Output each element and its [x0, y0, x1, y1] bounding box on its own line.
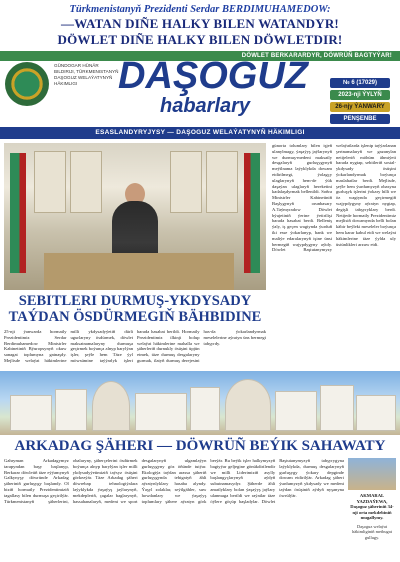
author-photo [348, 458, 396, 490]
issue-info [330, 78, 392, 126]
story2-sidebar [348, 458, 396, 540]
newspaper-title: DAŞOGUZ [118, 55, 308, 97]
flag-left [10, 153, 26, 273]
building [92, 381, 130, 431]
arkadag-city-photo [0, 371, 400, 435]
story2-headline: ARKADAG ŞÄHERI — DÖWRÜÑ BEÝIK SAHAWATY [14, 438, 386, 454]
building [356, 395, 396, 431]
building [320, 385, 354, 431]
state-emblem-icon [5, 62, 49, 106]
issue-number: № 6 (17029) [330, 78, 390, 88]
story1-body: 25-nji ýanwarda hormatly Prezidentimiz Serdar Berdimuhamedow Ministrler Kabinetiniň Býuropsynyň okuw sanagat toplumyna gatnaşdy. Mejlisde welaýat häkimlerine milli ykdysadyýetiň dürli ugurlaryny ösdürmek, döwlet maksatnamalaryny durmuşa geçirmek boýunça alnyp barylýan işler, şeýle hem Täze ýyl möwsümine taýýarlyk işleri barada hasabat berildi. Hormatly Prezidentimiz ilkinji bolup welaýat häkimlerine mahalla we şäherleriň durnukly ösüşini üpjün etmek, täze durmuş desgalaryny gurmak, ilatyň durmuş derejesini has-da ýokarlandyrmak meselelerine aýratyn üns bermegi tabşyrdy. [4, 329, 266, 363]
building [10, 395, 52, 431]
slogan-top: Türkmenistanyň Prezidenti Serdar BERDIMUHAMEDOW: [69, 4, 331, 15]
issue-year: 2023-nji ÝYLYŇ [330, 90, 390, 100]
wall-panel [70, 151, 102, 213]
author-caption: AKMARAL YAZDAÝEWA, Daşoguz şäheriniň 34-nji orta mekdebiniň mugallymy. [350, 493, 394, 521]
building [275, 391, 317, 431]
main-photo [4, 143, 266, 290]
slogan-line-2: DÖWLET DIÑE HALKY BILEN DÖWLETDIR! [57, 32, 343, 47]
story1-right-column: günorta tolumlary bilen işjeň ulanylmagy, ýaşaýyş jaýlarynyň we durmuş-medeni maksatly desgalaryň gurluşygynyň meýilnama laýyklykda dowam etdirilmegi, ýolagçy ulaglarynyň hem-de ýük daşaýan ulaglaryň hereketini kadalaşdyrmak bellenildi. Soňra Ministrler Kabinetiniň Başlygynyň orunbasary A.Taýmyradow Döwlet býujetiniň ýerine ýetirilişi barada hasabat berdi. Belleniş ýaly, iş geçen wagtynda ýurduň iki esse ýokarlanyp, bank we maliýe edaralarynyň işine ünsi bermegiň wajypdygyny aýtdy. Döwlet Baştutanymyzy welaýatlarda işlenip taýýarlanan şertnamalaryň we gazanylan netijeleriň möhüm ähmiýeti barada nygtap, sebitleriň sosial-ykdysady ösüşini ýokarlandyrmak boýunça maslahatlar berdi. Mejlisde, şeýle hem ýurdumyzyň obasyna gurluşyk işlerini ýokary hilli we öz wagtynda geçirmegiň wajypdygyny aýratyn nygtap, degişli tabşyryklary berdi. Netijede hormatly Prezidentimiz mejlisiň dowamynda belli bolan käbir beýleki meseleler boýunça hem karar kabul etdi we welaýat häkimlerine täze ýylda uly üstünlikleri arzuw etdi. [272, 143, 396, 253]
story1-headline: SEBITLERI DURMUŞ-YKDYSADY TAÝDAN ÖSDÜRMEGIŇ BÄHBIDINE [8, 293, 262, 325]
press-service-note: Daşoguz welaýat häkimliginiň metbugat gullugy. [352, 523, 392, 540]
founder-motto: ESASLANDYRYJYSY — DAŞOGUZ WELAÝATYNYŇ HÄKIMLIGI [0, 127, 400, 139]
building [55, 389, 87, 431]
building [190, 387, 220, 431]
newspaper-subtitle: habarlary [160, 95, 251, 117]
issue-date: 26-njy ÝANWARY [330, 102, 390, 112]
wall-panel [206, 151, 238, 213]
building [135, 393, 187, 431]
issue-weekday: PENŞENBE [330, 114, 390, 124]
slogan-line-1: —WATAN DIÑE HALKY BILEN WATANDYR! [61, 16, 339, 31]
wall-panel [34, 151, 66, 213]
strip-text: DÖWLET BERKARARDYR, DÖWRÜÑ BAGTYÝAR! [241, 53, 392, 59]
building [225, 379, 271, 431]
desk [44, 253, 234, 290]
story2-body: Gahryman Arkadagymyz tarapyndan başy başlanyp, Berkarar döwletiň täze eýýamynyň Galkynyşy döwründe Arkadag şäheriniň gurluşygy başlandy. Ol biziň hormatly Prezidentimiziň tagallasy bilen durmuşa geçirilýär. Türkmenistanyň şäherlerini, obalaryny, şäherçelerini ösdürmek boýunça alnyp barylýan işler milli ykdysadyýetimiziň taýsyz ösüşini görkezýär. Täze Arkadag şäheri döwrebap tehnologiýalara laýyklykda ýaşaýyş jaýlarynyň, mekdepleriň, çagalar baglarynyň, hassahanalaryň, medeni we sport desgalarynyň ulgamlaýyn gurluşygyny göz öňünde tutýar. Ekologiýa taýdan arassa şäheriň gurluşygynda tebigatyň ähli aýratynlyklary hasaba alyndy. Ýaşyl zolaklar, seýilgähler, suw howdanlary we ýaşaýyş toplumlary şähere aýratyn görk berýär. Bu beýik işler halkymyzyň bagtyýar geljegine gönükdirilendir we milli Liderimiziň asylly başlangyçlarynyň aýdyň subutnamasydyr. Şäherde ähli amatlyklary bolan ýaşaýyş jaýlary ulanmaga berildi we raýatlar täze öýlere göçüp başladylar. Döwlet Baştutanymyzyň tabşyrygyna laýyklykda, durmuş desgalarynyň gurluşygy ýokary depginde dowam etdirilýär. Arkadag şäheri ýurdumyzyň ykdysady we medeni taýdan ösüşiniň aýdyň nyşanyna öwrülýär. [4, 458, 344, 504]
wall-panel [170, 151, 202, 213]
flag-right [244, 153, 260, 273]
emblem-caption: GÜNDOGAR HÜNÄR BILDIRIJI, TÜRKMENISTANYŇ DAŞOGUZ WELAÝATYNYŇ HÄKIMLIGI [54, 63, 119, 86]
